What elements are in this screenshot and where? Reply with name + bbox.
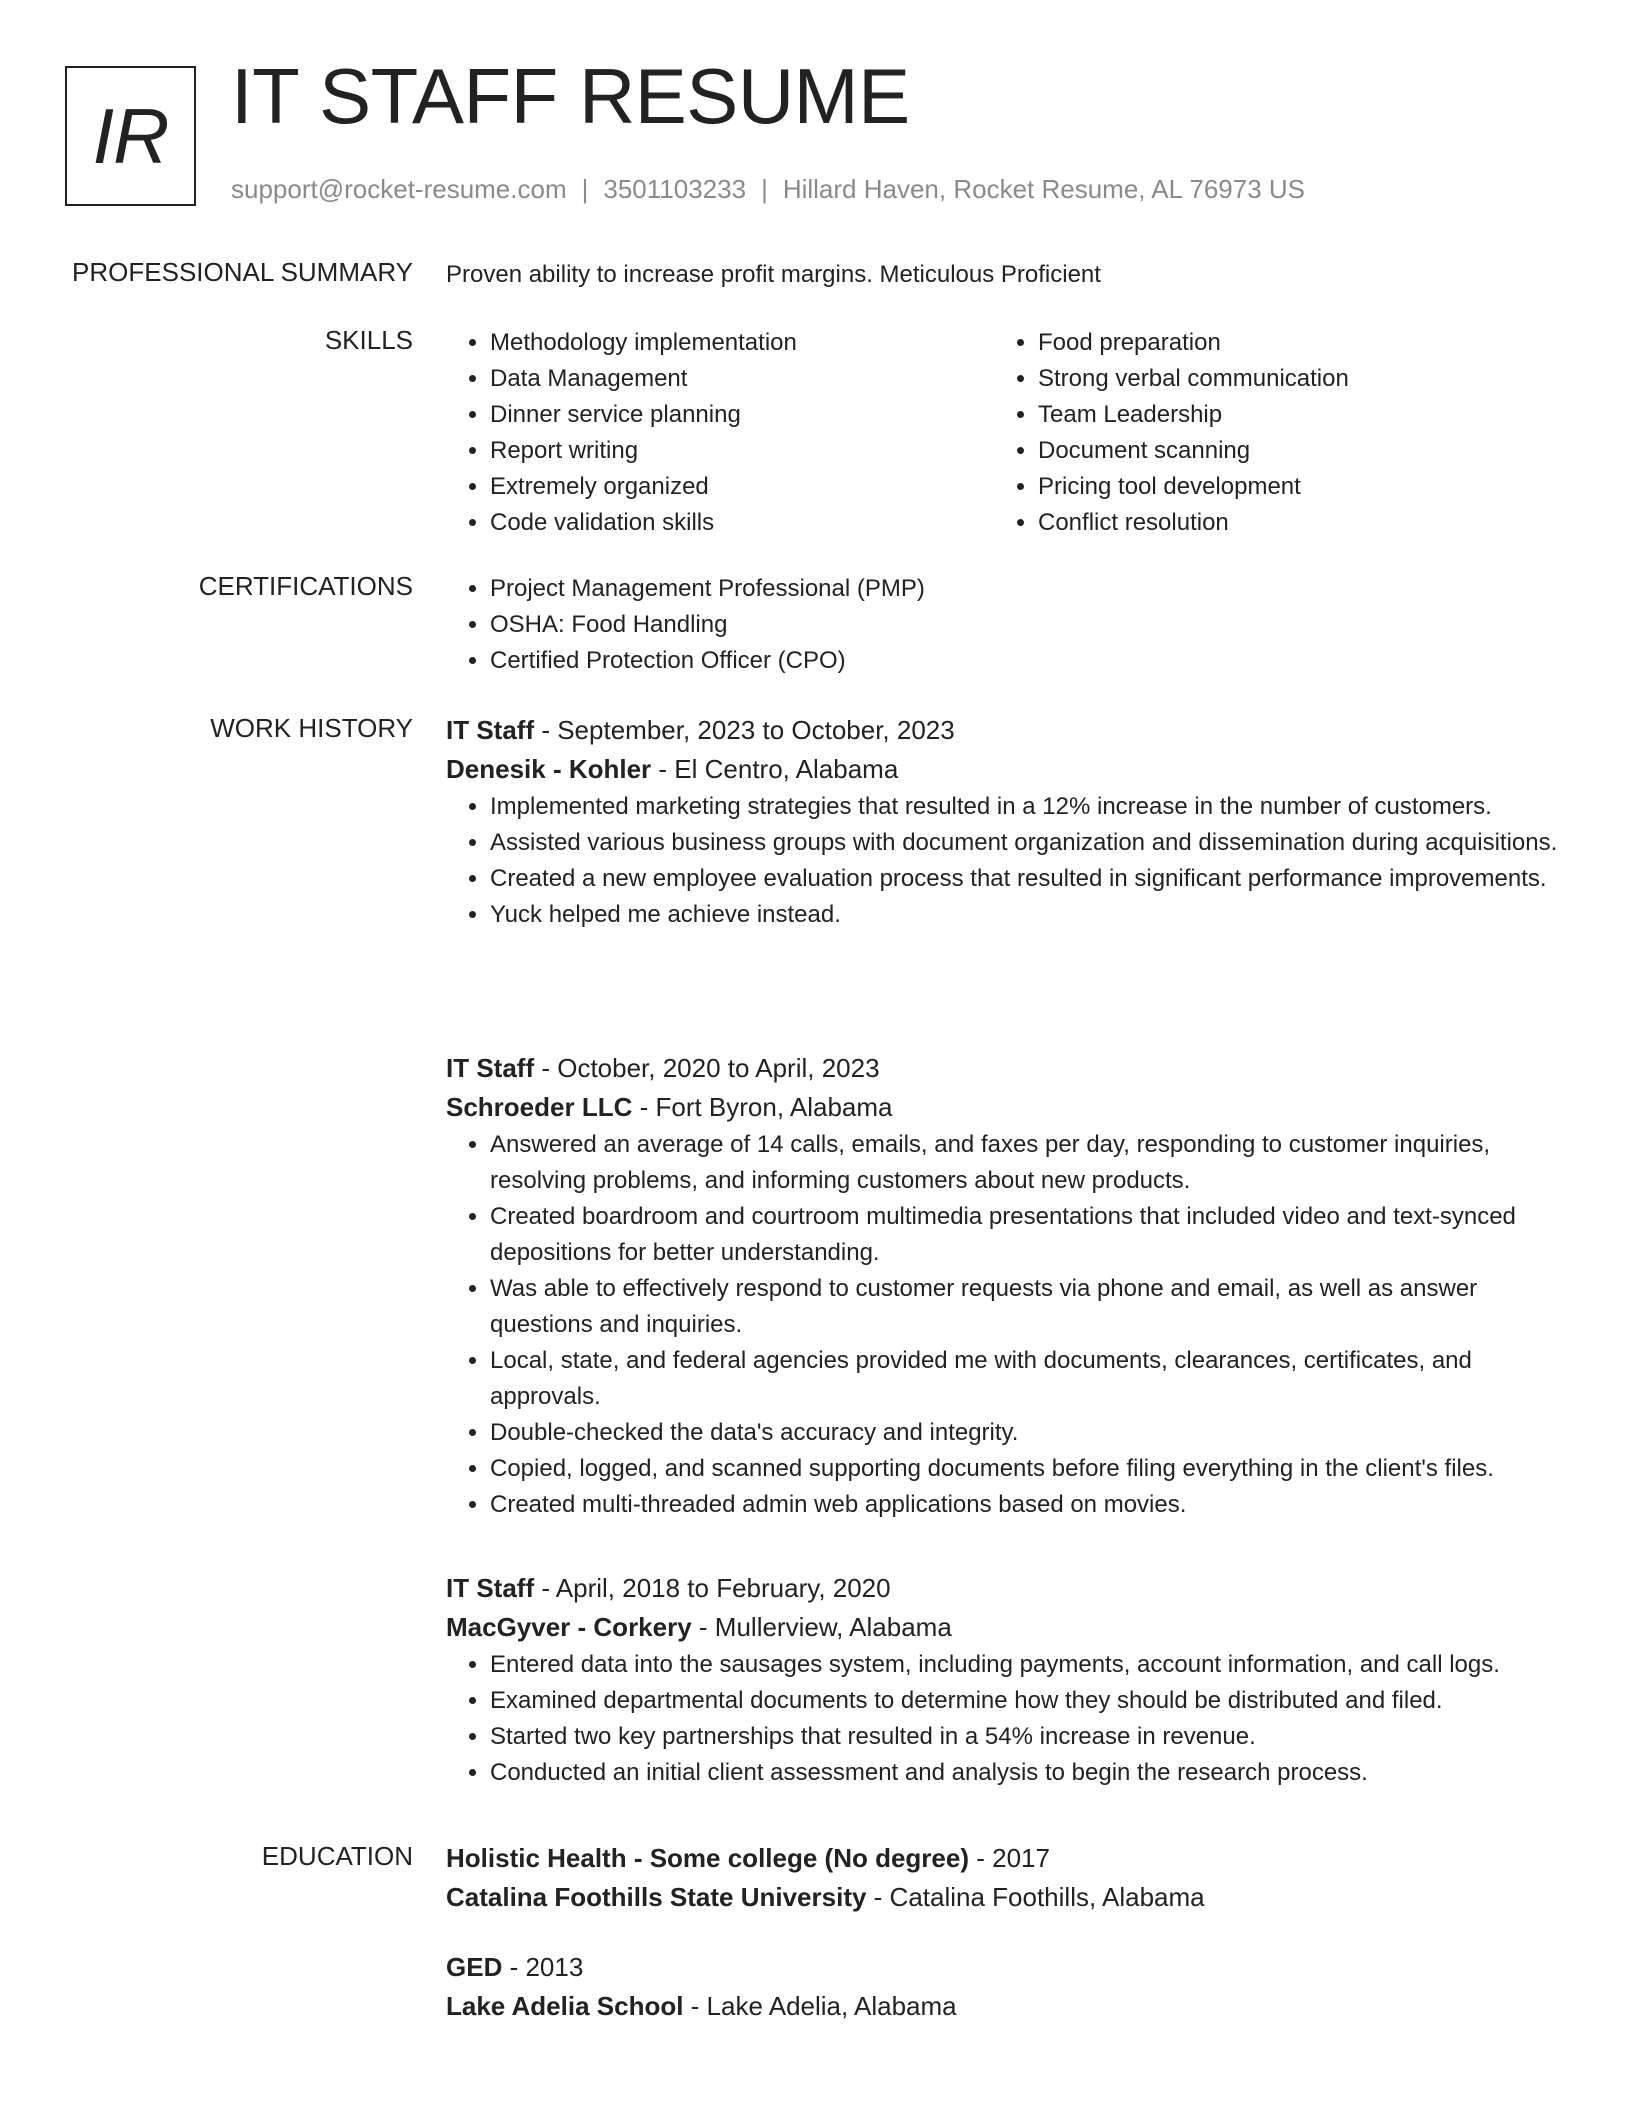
- job-bullet: • Yuck helped me achieve instead.: [490, 897, 1566, 933]
- skill-item: • Document scanning: [1038, 433, 1542, 469]
- job-bullet: • Implemented marketing strategies that resulted in a 12% increase in the number of customers.: [490, 789, 1566, 825]
- education-entry: [446, 1948, 1566, 2026]
- job-title-line: [446, 1569, 1566, 1608]
- job-company: MacGyver - Corkery: [446, 1612, 692, 1642]
- skills-list: [446, 325, 1566, 541]
- skill-item: • Team Leadership: [1038, 397, 1542, 433]
- certification-item: • OSHA: Food Handling: [490, 607, 1566, 643]
- certifications-list: [446, 571, 1566, 679]
- job-bullet: • Was able to effectively respond to customer requests via phone and email, as well as answer questions and inquiries.: [490, 1271, 1566, 1343]
- job-location: - El Centro, Alabama: [651, 754, 899, 784]
- job-bullet: • Created multi-threaded admin web applications based on movies.: [490, 1487, 1566, 1523]
- job-bullet: • Local, state, and federal agencies provided me with documents, clearances, certificates, and approvals.: [490, 1343, 1566, 1415]
- skill-item: • Food preparation: [1038, 325, 1542, 361]
- contact-separator: |: [581, 174, 589, 204]
- skill-item: • Report writing: [490, 433, 994, 469]
- education-entry: [446, 1839, 1566, 1917]
- section-label-summary: PROFESSIONAL SUMMARY: [72, 257, 413, 287]
- section-label-education: EDUCATION: [261, 1841, 413, 1871]
- education-school: Lake Adelia School: [446, 1991, 684, 2021]
- education-location: - Catalina Foothills, Alabama: [866, 1882, 1205, 1912]
- education-year: - 2013: [502, 1952, 584, 1982]
- job-bullet: • Conducted an initial client assessment and analysis to begin the research process.: [490, 1755, 1566, 1791]
- skill-item: • Extremely organized: [490, 469, 994, 505]
- monogram-logo: IR: [65, 66, 196, 206]
- job-company-line: [446, 1608, 1566, 1647]
- job-title: IT Staff: [446, 1573, 535, 1603]
- contact-phone[interactable]: 3501103233: [603, 174, 747, 204]
- job-bullets: [446, 1127, 1566, 1523]
- summary-text: Proven ability to increase profit margins. Meticulous Proficient: [446, 261, 1101, 288]
- job-bullet: • Created a new employee evaluation process that resulted in significant performance improvements.: [490, 861, 1566, 897]
- job-bullet: • Assisted various business groups with document organization and dissemination during acquisitions.: [490, 825, 1566, 861]
- skill-item: • Data Management: [490, 361, 994, 397]
- job-bullet: • Started two key partnerships that resulted in a 54% increase in revenue.: [490, 1719, 1566, 1755]
- job-bullet: • Entered data into the sausages system, including payments, account information, and call logs.: [490, 1647, 1566, 1683]
- skill-item: • Dinner service planning: [490, 397, 994, 433]
- education-degree-line: [446, 1948, 1566, 1987]
- job-title: IT Staff: [446, 1053, 535, 1083]
- education-year: - 2017: [969, 1843, 1050, 1873]
- job-location: - Mullerview, Alabama: [691, 1612, 952, 1642]
- job-title-line: [446, 711, 1566, 750]
- skill-item: • Pricing tool development: [1038, 469, 1542, 505]
- job-bullet: • Double-checked the data's accuracy and integrity.: [490, 1415, 1566, 1451]
- education-school-line: [446, 1987, 1566, 2026]
- job-location: - Fort Byron, Alabama: [632, 1092, 893, 1122]
- contact-line: [231, 174, 1305, 205]
- job-company-line: [446, 750, 1566, 789]
- section-label-skills: SKILLS: [324, 325, 413, 355]
- skill-item: • Conflict resolution: [1038, 505, 1542, 541]
- education-location: - Lake Adelia, Alabama: [683, 1991, 957, 2021]
- resume-title: IT STAFF RESUME: [231, 52, 910, 140]
- contact-address: Hillard Haven, Rocket Resume, AL 76973 US: [782, 174, 1306, 204]
- job-bullet: • Created boardroom and courtroom multimedia presentations that included video and text-synced depositions for better understanding.: [490, 1199, 1566, 1271]
- education-school-line: [446, 1878, 1566, 1917]
- section-label-work-history: WORK HISTORY: [210, 713, 413, 743]
- skill-item: • Strong verbal communication: [1038, 361, 1542, 397]
- skill-item: • Code validation skills: [490, 505, 994, 541]
- contact-separator: |: [761, 174, 768, 204]
- job-dates: - October, 2020 to April, 2023: [534, 1053, 880, 1083]
- job-title-line: [446, 1049, 1566, 1088]
- skill-item: • Methodology implementation: [490, 325, 994, 361]
- job-bullet: • Copied, logged, and scanned supporting documents before filing everything in the client's files.: [490, 1451, 1566, 1487]
- job-bullets: [446, 1647, 1566, 1791]
- section-label-certifications: CERTIFICATIONS: [198, 571, 413, 601]
- education-degree-line: [446, 1839, 1566, 1878]
- job-dates: - April, 2018 to February, 2020: [534, 1573, 891, 1603]
- contact-email[interactable]: support@rocket-resume.com: [231, 174, 567, 204]
- education-school: Catalina Foothills State University: [446, 1882, 867, 1912]
- job-bullet: • Answered an average of 14 calls, emails, and faxes per day, responding to customer inquiries, resolving problems, and informing customers about new products.: [490, 1127, 1566, 1199]
- job-company: Schroeder LLC: [446, 1092, 633, 1122]
- job-bullet: • Examined departmental documents to determine how they should be distributed and filed.: [490, 1683, 1566, 1719]
- certification-item: • Certified Protection Officer (CPO): [490, 643, 1566, 679]
- certification-item: • Project Management Professional (PMP): [490, 571, 1566, 607]
- job-title: IT Staff: [446, 715, 535, 745]
- education-degree: GED: [446, 1952, 503, 1982]
- education-degree: Holistic Health - Some college (No degree): [446, 1843, 969, 1873]
- job-company-line: [446, 1088, 1566, 1127]
- job-bullets: [446, 789, 1566, 933]
- job-company: Denesik - Kohler: [446, 754, 652, 784]
- job-dates: - September, 2023 to October, 2023: [534, 715, 955, 745]
